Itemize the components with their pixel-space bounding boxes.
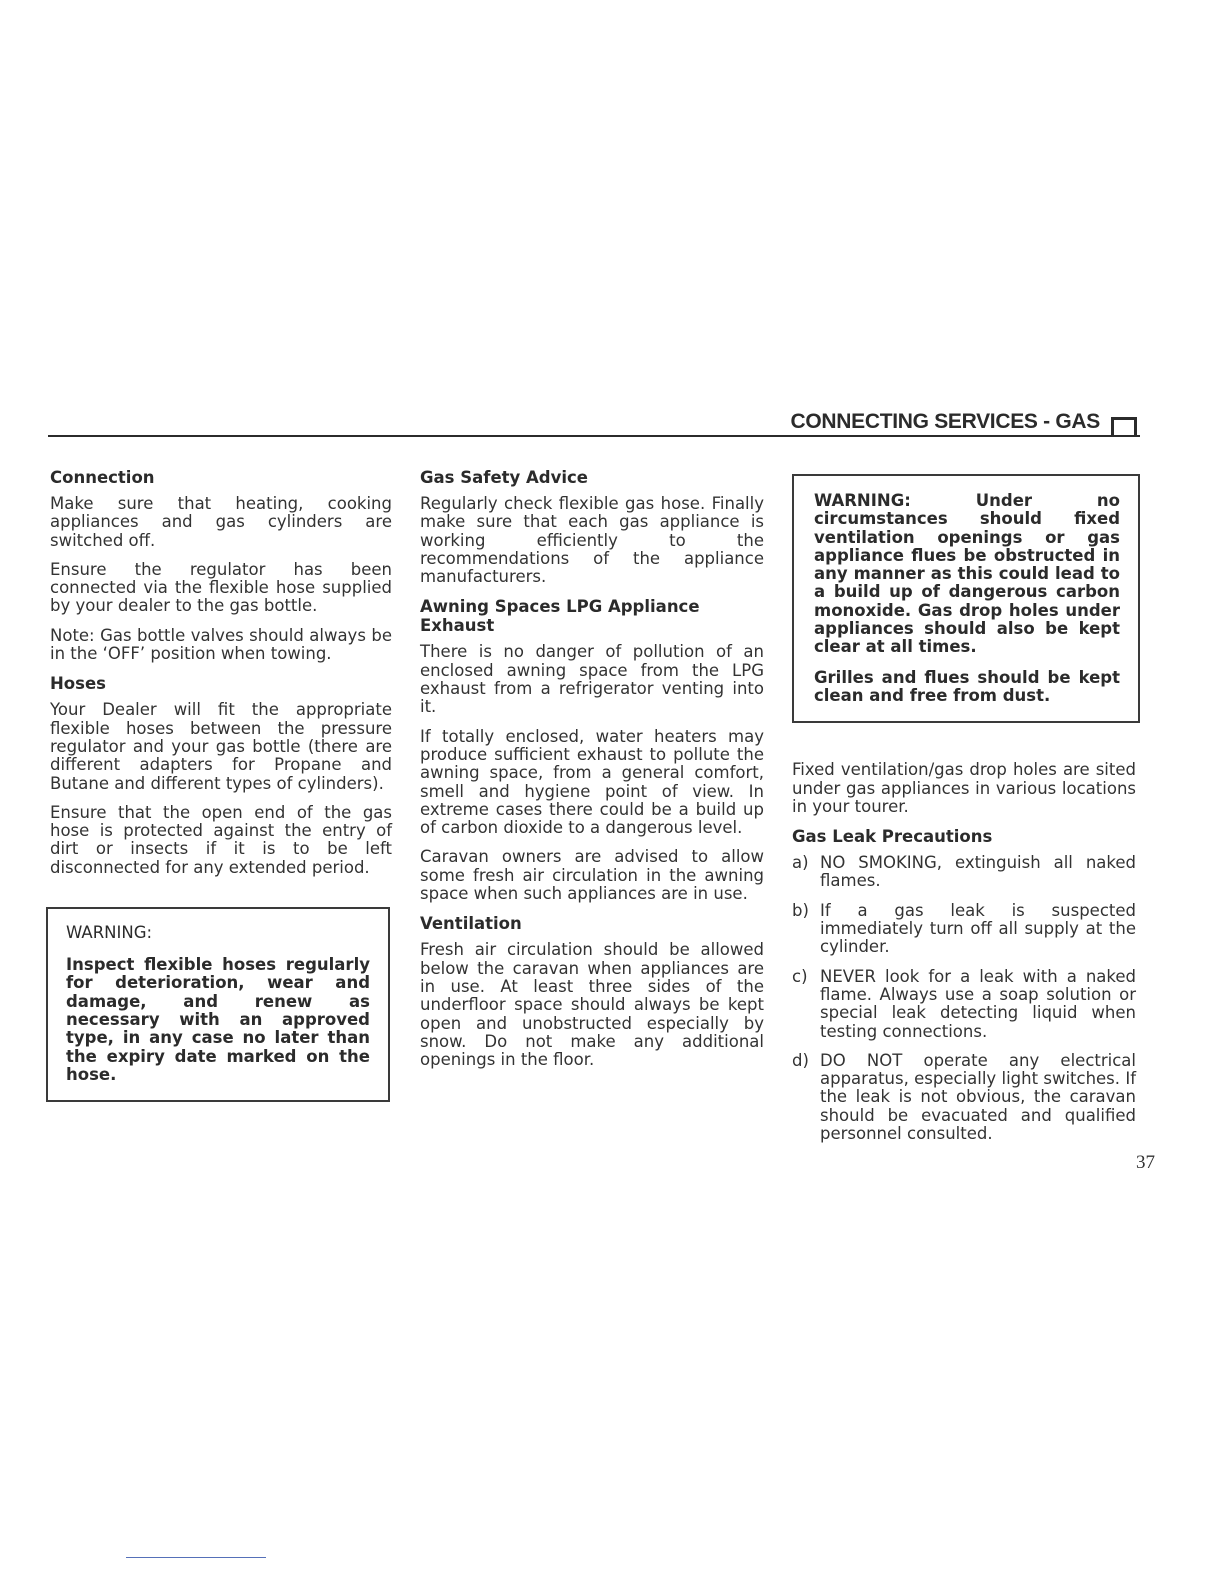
precaution-item — [792, 1052, 1136, 1143]
list-marker: d) — [792, 1050, 809, 1070]
column-right — [792, 468, 1136, 1154]
awning-paragraph-3: Caravan owners are advised to allow some fresh air circulation in the awning space when such appliances are in use. — [420, 847, 764, 904]
ventilation-warning-box — [792, 474, 1140, 723]
hoses-paragraph-1: Your Dealer will fit the appropriate flexible hoses between the pressure regulator and your gas bottle (there are different adapters for Propane and Butane and different types of cylinders). — [50, 700, 392, 793]
drop-holes-paragraph: Fixed ventilation/gas drop holes are sited under gas appliances in various locations in your tourer. — [792, 760, 1136, 816]
precaution-text: If a gas leak is suspected immediately turn off all supply at the cylinder. — [820, 900, 1136, 957]
page-header — [48, 405, 1140, 437]
gas-leak-heading: Gas Leak Precautions — [792, 827, 993, 847]
precaution-text: DO NOT operate any electrical apparatus, especially light switches. If the leak is not obvious, the caravan should be evacuated and qualified personnel consulted. — [820, 1050, 1136, 1144]
connection-paragraph-2: Ensure the regulator has been connected via the flexible hose supplied by your dealer to the gas bottle. — [50, 559, 392, 616]
awning-paragraph-2: If totally enclosed, water heaters may produce sufficient exhaust to pollute the awning space, from a general comfort, smell and hygiene point of view. In extreme cases there could be a build up of carbon dioxide to a dangerous level. — [420, 726, 764, 838]
gas-safety-paragraph: Regularly check flexible gas hose. Finally make sure that each gas appliance is working efficiently to the recommendations of the appliance manufacturers. — [420, 494, 764, 587]
list-marker: b) — [792, 900, 809, 920]
hoses-heading: Hoses — [50, 674, 106, 694]
hose-warning-box — [46, 907, 390, 1102]
precaution-text: NEVER look for a leak with a naked flame. Always use a soap solution or special leak detecting liquid when testing connections. — [820, 966, 1136, 1041]
grilles-warning-text: Grilles and flues should be kept clean and free from dust. — [814, 667, 1120, 705]
precaution-item — [792, 854, 1136, 891]
precaution-item — [792, 902, 1136, 957]
hoses-paragraph-2: Ensure that the open end of the gas hose is protected against the entry of dirt or insects if it is to be left disconnected for any extended period. — [50, 802, 392, 877]
section-box-icon — [1111, 417, 1137, 437]
section-title: CONNECTING SERVICES - GAS — [790, 410, 1100, 433]
ventilation-heading: Ventilation — [420, 914, 522, 934]
hose-warning-text: Inspect flexible hoses regularly for deterioration, wear and damage, and renew as necessary with an approved type, in any case no later than the expiry date marked on the hose. — [66, 955, 370, 1084]
connection-heading: Connection — [50, 468, 155, 487]
list-marker: a) — [792, 853, 809, 873]
connection-paragraph-1: Make sure that heating, cooking appliances and gas cylinders are switched off. — [50, 494, 392, 550]
page-number: 37 — [1136, 1152, 1155, 1173]
footer-rule — [126, 1557, 266, 1558]
hose-warning-title: WARNING: — [66, 923, 153, 943]
gas-safety-heading: Gas Safety Advice — [420, 468, 588, 487]
list-marker: c) — [792, 966, 808, 986]
ventilation-warning-text: WARNING: Under no circumstances should fixed ventilation openings or gas appliance flues be obstructed in any manner as this could lead to a build up of dangerous carbon monoxide. Gas drop holes under appliances should also be kept clear at all times. — [814, 491, 1120, 657]
connection-note: Note: Gas bottle valves should always be in the ‘OFF’ position when towing. — [50, 625, 392, 664]
awning-paragraph-1: There is no danger of pollution of an enclosed awning space from the LPG exhaust from a refrigerator venting into it. — [420, 642, 764, 717]
awning-heading: Awning Spaces LPG Appliance Exhaust — [420, 597, 700, 636]
column-left — [50, 468, 392, 1102]
column-middle — [420, 468, 764, 1080]
precaution-item — [792, 968, 1136, 1041]
precaution-text: NO SMOKING, extinguish all naked flames. — [820, 853, 1136, 891]
precautions-list — [792, 854, 1136, 1143]
ventilation-paragraph: Fresh air circulation should be allowed below the caravan when appliances are in use. At least three sides of the underfloor space should always be kept open and unobstructed especially by snow. Do not make any additional openings in the floor. — [420, 940, 764, 1070]
